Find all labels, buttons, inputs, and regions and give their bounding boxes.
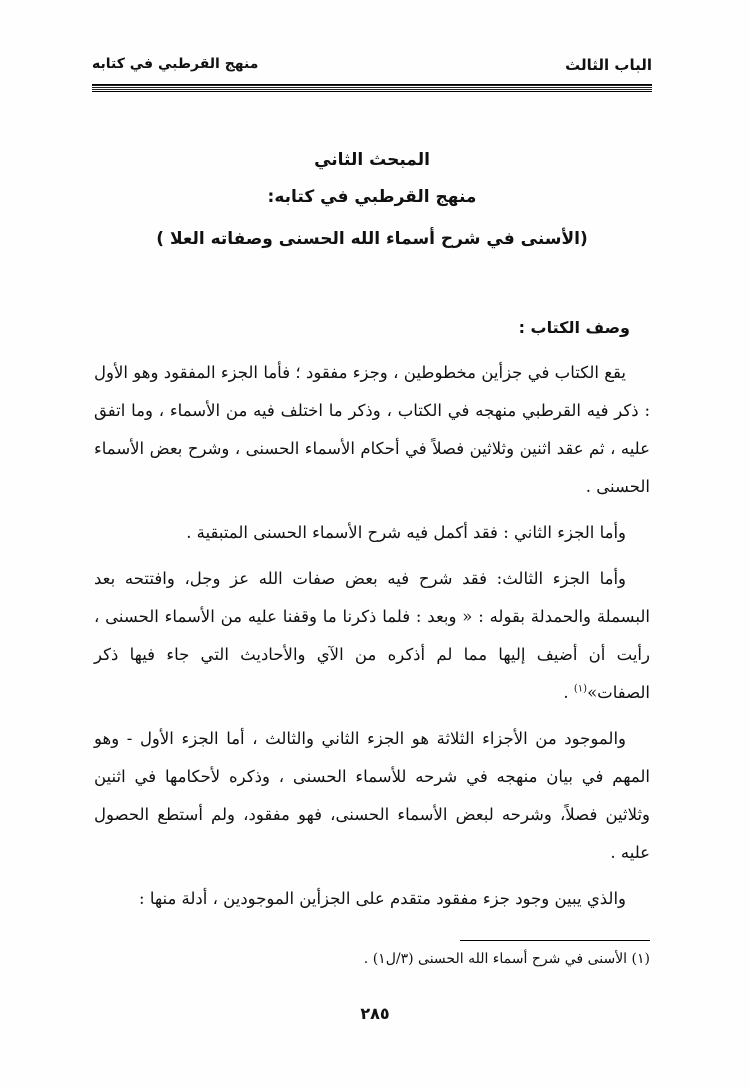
paragraph: والموجود من الأجزاء الثلاثة هو الجزء الثاني والثالث ، أما الجزء الأول - وهو المهم في بيان منهجه في شرحه للأسماء الحسنى ، وذكره لأحكامها في اثنين وثلاثين فصلاً، وشرحه لبعض الأسماء الحسنى، فهو مفقود، ولم أستطع الحصول عليه . [94,729,650,862]
header-rule [92,84,652,92]
page-number: ٢٨٥ [360,1004,390,1023]
footnote: (١) الأسنى في شرح أسماء الله الحسنى (٣/ل١) . [363,951,650,967]
footnote-rule [460,940,650,941]
paragraph: يقع الكتاب في جزأين مخطوطين ، وجزء مفقود ؛ فأما الجزء المفقود وهو الأول : ذكر فيه القرطبي منهجه في الكتاب ، وذكر ما اختلف فيه من الأسماء ، وما اتفق عليه ، ثم عقد اثنين وثلاثين فصلاً في أحكام الأسماء الحسنى ، وشرح بعض الأسماء الحسنى . [94,363,650,496]
paragraph-tail: . [563,683,574,702]
running-header-chapter: الباب الثالث [565,56,652,74]
book-title: (الأسنى في شرح أسماء الله الحسنى وصفاته العلا ) [156,229,588,249]
running-header [92,50,652,82]
paragraph: وأما الجزء الثاني : فقد أكمل فيه شرح الأسماء الحسنى المتبقية . [186,523,626,542]
section-heading: وصف الكتاب : [518,318,630,337]
title-block [92,146,652,260]
section-subtitle: منهج القرطبي في كتابه: [267,187,477,207]
paragraph-text: وأما الجزء الثالث: فقد شرح فيه بعض صفات الله عز وجل، وافتتحه بعد البسملة والحمدلة بقوله : « وبعد : فلما ذكرنا ما وقفنا عليه من الأسماء الحسنى ، رأيت أن أضيف إليها مما لم أذكره من الآي والأحاديث التي جاء فيها ذكر الصفات» [94,569,650,702]
body-text [94,354,650,926]
running-header-topic: منهج القرطبي في كتابه [92,56,259,72]
paragraph: والذي يبين وجود جزء مفقود متقدم على الجزأين الموجودين ، أدلة منها : [139,889,626,908]
footnote-marker: (١) [573,683,588,695]
section-title: المبحث الثاني [314,150,430,170]
paragraph [94,560,650,712]
